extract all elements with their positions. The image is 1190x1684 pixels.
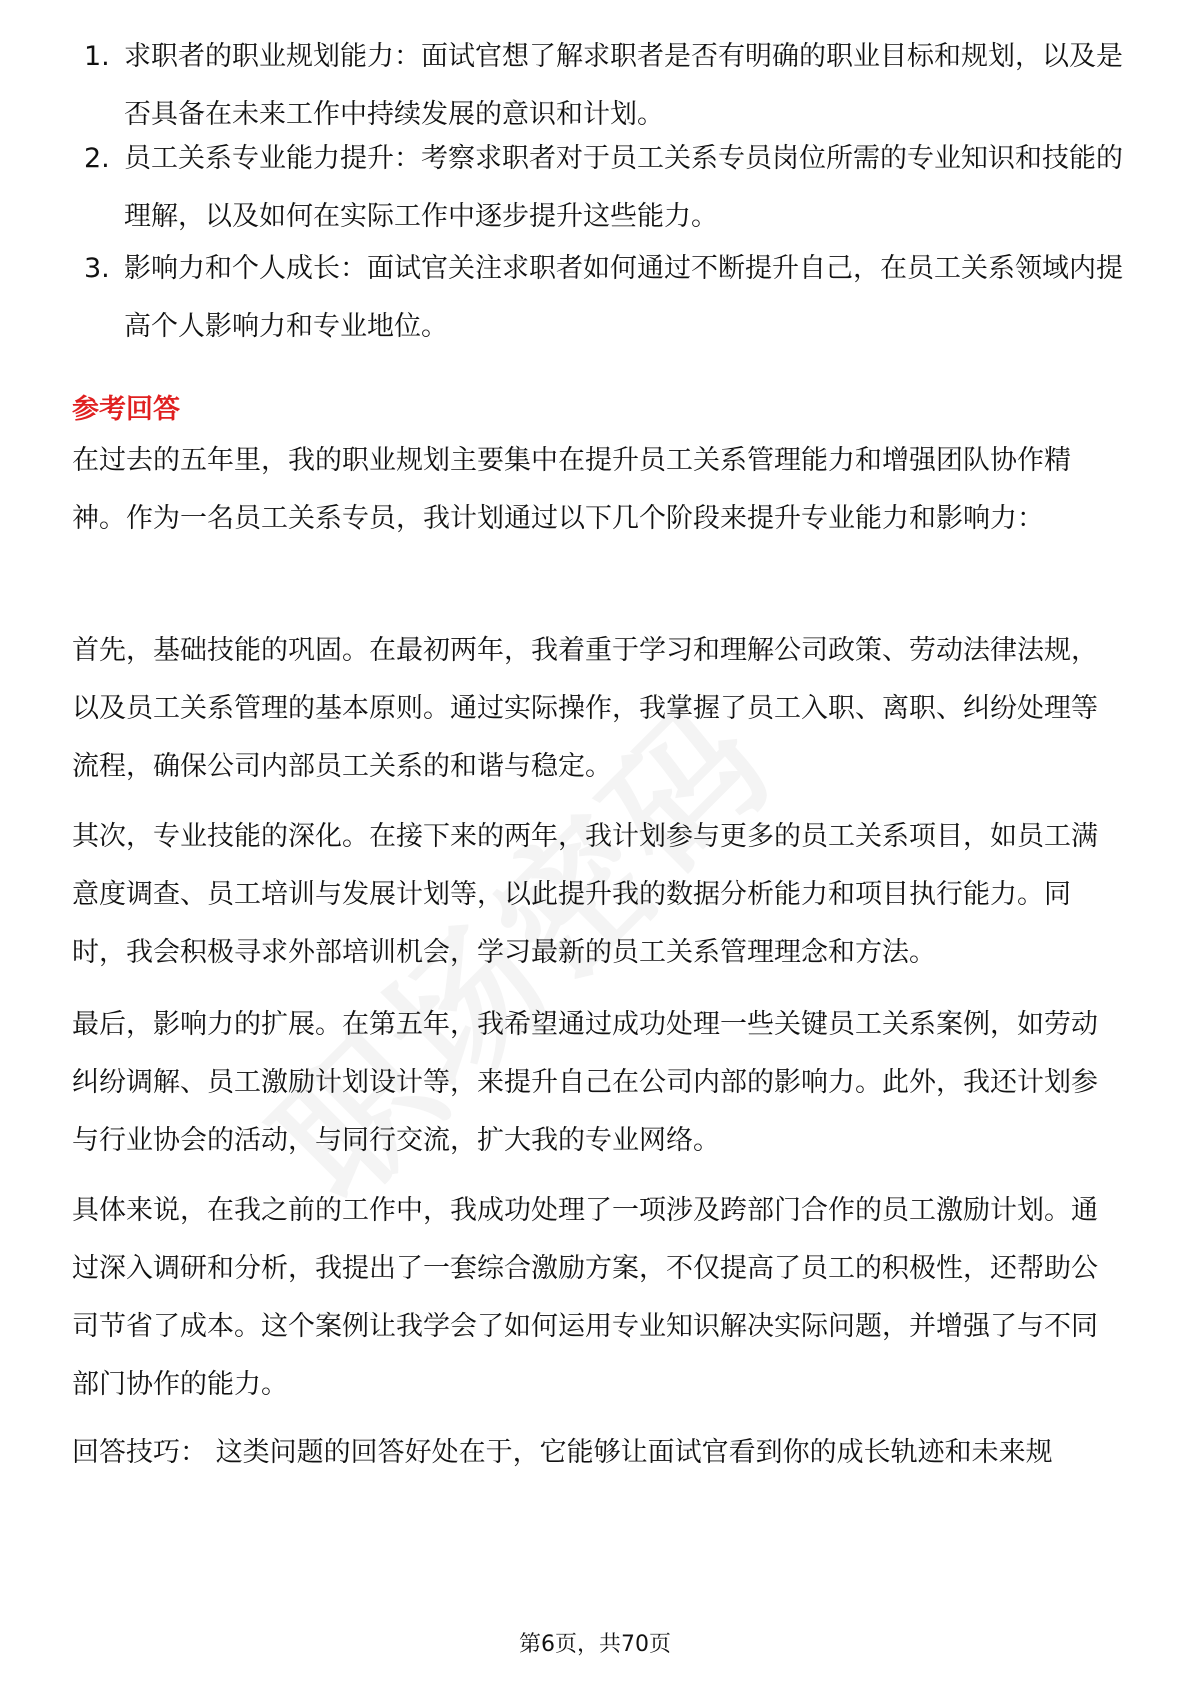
list-item-number: 3. bbox=[84, 253, 110, 284]
answer-paragraph: 最后，影响力的扩展。在第五年，我希望通过成功处理一些关键员工关系案例，如劳动纠纷调解、员工激励计划设计等，来提升自己在公司内部的影响力。此外，我还计划参与行业协会的活动，与同行交流，扩大我的专业网络。 bbox=[72, 1009, 1098, 1156]
list-item bbox=[0, 28, 1190, 144]
list-item bbox=[0, 240, 1190, 356]
answer-paragraph: 其次，专业技能的深化。在接下来的两年，我计划参与更多的员工关系项目，如员工满意度调查、员工培训与发展计划等，以此提升我的数据分析能力和项目执行能力。同时，我会积极寻求外部培训机会，学习最新的员工关系管理理念和方法。 bbox=[72, 821, 1098, 968]
list-item bbox=[0, 130, 1190, 246]
answer-paragraph: 首先，基础技能的巩固。在最初两年，我着重于学习和理解公司政策、劳动法律法规，以及员工关系管理的基本原则。通过实际操作，我掌握了员工入职、离职、纠纷处理等流程，确保公司内部员工关系的和谐与稳定。 bbox=[72, 635, 1098, 782]
answer-paragraph: 具体来说，在我之前的工作中，我成功处理了一项涉及跨部门合作的员工激励计划。通过深入调研和分析，我提出了一套综合激励方案，不仅提高了员工的积极性，还帮助公司节省了成本。这个案例让我学会了如何运用专业知识解决实际问题，并增强了与不同部门协作的能力。 bbox=[72, 1195, 1098, 1400]
page-number: 第6页，共70页 bbox=[519, 1632, 671, 1657]
list-item-number: 2. bbox=[84, 143, 110, 174]
tips-paragraph: 回答技巧： 这类问题的回答好处在于，它能够让面试官看到你的成长轨迹和未来规 bbox=[72, 1437, 1053, 1468]
list-item-text: 求职者的职业规划能力：面试官想了解求职者是否有明确的职业目标和规划，以及是否具备在未来工作中持续发展的意识和计划。 bbox=[124, 41, 1123, 130]
list-item-number: 1. bbox=[84, 41, 110, 72]
list-item-text: 员工关系专业能力提升：考察求职者对于员工关系专员岗位所需的专业知识和技能的理解，以及如何在实际工作中逐步提升这些能力。 bbox=[124, 143, 1123, 232]
section-heading: 参考回答 bbox=[72, 394, 180, 425]
answer-paragraph: 在过去的五年里，我的职业规划主要集中在提升员工关系管理能力和增强团队协作精神。作为一名员工关系专员，我计划通过以下几个阶段来提升专业能力和影响力： bbox=[72, 445, 1071, 534]
list-item-text: 影响力和个人成长：面试官关注求职者如何通过不断提升自己，在员工关系领域内提高个人影响力和专业地位。 bbox=[124, 253, 1123, 342]
